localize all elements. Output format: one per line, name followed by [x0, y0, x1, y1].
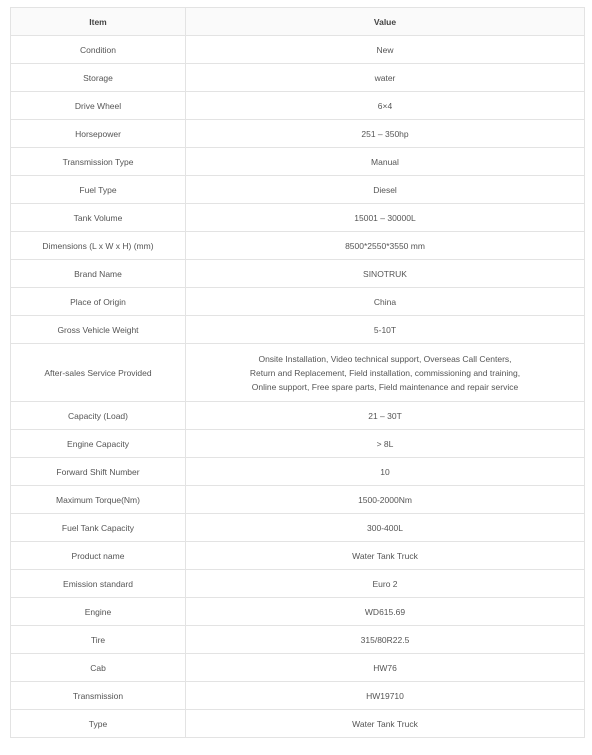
row-value: Diesel [186, 176, 585, 204]
row-value: Manual [186, 148, 585, 176]
row-label: Brand Name [11, 260, 186, 288]
row-value: > 8L [186, 430, 585, 458]
table-row [11, 316, 585, 344]
row-value: SINOTRUK [186, 260, 585, 288]
row-value: WD615.69 [186, 598, 585, 626]
row-label: After-sales Service Provided [11, 344, 186, 402]
row-value: Euro 2 [186, 570, 585, 598]
row-label: Emission standard [11, 570, 186, 598]
table-row [11, 682, 585, 710]
row-label: Type [11, 710, 186, 738]
row-value: water [186, 64, 585, 92]
column-header-item: Item [11, 8, 186, 36]
table-row [11, 626, 585, 654]
row-label: Transmission Type [11, 148, 186, 176]
table-row [11, 204, 585, 232]
table-row [11, 36, 585, 64]
table-row [11, 486, 585, 514]
row-value: 6×4 [186, 92, 585, 120]
table-row [11, 176, 585, 204]
table-row [11, 458, 585, 486]
row-value: 251 – 350hp [186, 120, 585, 148]
row-value: 8500*2550*3550 mm [186, 232, 585, 260]
table-row [11, 232, 585, 260]
table-row [11, 120, 585, 148]
table-row [11, 148, 585, 176]
table-row [11, 570, 585, 598]
row-label: Gross Vehicle Weight [11, 316, 186, 344]
table-header-row [11, 8, 585, 36]
row-value: 21 – 30T [186, 402, 585, 430]
row-label: Storage [11, 64, 186, 92]
row-value: 1500-2000Nm [186, 486, 585, 514]
table-row [11, 344, 585, 402]
row-label: Tire [11, 626, 186, 654]
row-value: 10 [186, 458, 585, 486]
table-row [11, 64, 585, 92]
row-label: Drive Wheel [11, 92, 186, 120]
row-value: 15001 – 30000L [186, 204, 585, 232]
table-row [11, 92, 585, 120]
row-label: Transmission [11, 682, 186, 710]
table-row [11, 598, 585, 626]
table-row [11, 288, 585, 316]
spec-table [10, 7, 585, 738]
table-row [11, 654, 585, 682]
row-label: Condition [11, 36, 186, 64]
row-label: Capacity (Load) [11, 402, 186, 430]
row-label: Tank Volume [11, 204, 186, 232]
row-label: Product name [11, 542, 186, 570]
row-value: HW19710 [186, 682, 585, 710]
row-label: Forward Shift Number [11, 458, 186, 486]
table-row [11, 514, 585, 542]
row-value: Water Tank Truck [186, 710, 585, 738]
row-label: Maximum Torque(Nm) [11, 486, 186, 514]
table-row [11, 430, 585, 458]
row-label: Place of Origin [11, 288, 186, 316]
row-value: Onsite Installation, Video technical support, Overseas Call Centers, Return and Replacement, Field installation, commissioning and training, Online support, Free spare parts, Field maintenance and repair service [186, 344, 585, 402]
table-row [11, 542, 585, 570]
row-label: Cab [11, 654, 186, 682]
row-value: China [186, 288, 585, 316]
row-value: 300-400L [186, 514, 585, 542]
table-row [11, 710, 585, 738]
row-value: Water Tank Truck [186, 542, 585, 570]
row-label: Fuel Type [11, 176, 186, 204]
table-row [11, 402, 585, 430]
row-label: Engine [11, 598, 186, 626]
table-row [11, 260, 585, 288]
row-value: HW76 [186, 654, 585, 682]
row-label: Engine Capacity [11, 430, 186, 458]
row-value: New [186, 36, 585, 64]
row-label: Dimensions (L x W x H) (mm) [11, 232, 186, 260]
row-value: 5-10T [186, 316, 585, 344]
row-value: 315/80R22.5 [186, 626, 585, 654]
row-label: Horsepower [11, 120, 186, 148]
column-header-value: Value [186, 8, 585, 36]
row-label: Fuel Tank Capacity [11, 514, 186, 542]
